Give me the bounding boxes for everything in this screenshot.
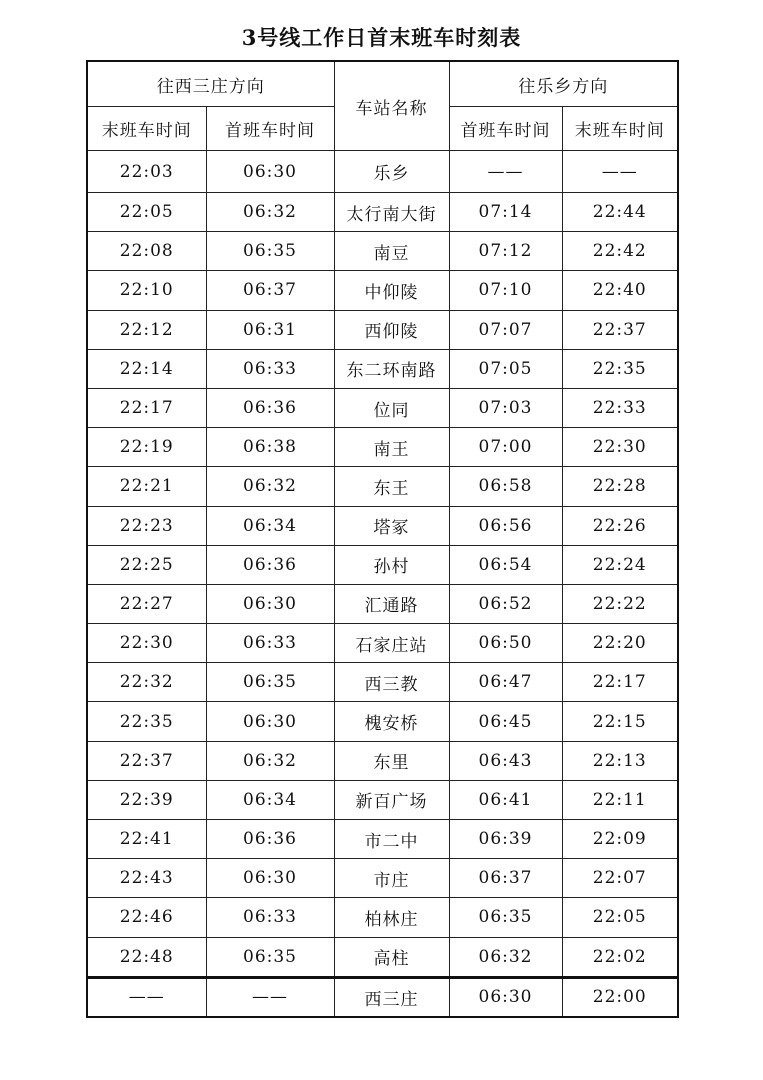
lexiang-last-train-cell: 22:26 — [562, 506, 678, 545]
west-first-train-cell: 06:33 — [206, 898, 334, 937]
west-first-train-cell: —— — [206, 977, 334, 1017]
station-name-cell: 高柱 — [334, 937, 449, 977]
station-name-cell: 乐乡 — [334, 151, 449, 193]
lexiang-last-train-cell: 22:24 — [562, 545, 678, 584]
west-first-train-header: 首班车时间 — [206, 107, 334, 151]
lexiang-last-train-cell: 22:02 — [562, 937, 678, 977]
station-name-cell: 孙村 — [334, 545, 449, 584]
lexiang-last-train-cell: 22:42 — [562, 232, 678, 271]
lexiang-last-train-cell: 22:44 — [562, 193, 678, 232]
lexiang-last-train-cell: 22:07 — [562, 859, 678, 898]
station-name-cell: 中仰陵 — [334, 271, 449, 310]
station-name-cell: 东二环南路 — [334, 349, 449, 388]
lexiang-first-train-cell: 07:14 — [449, 193, 562, 232]
lexiang-first-train-cell: 06:50 — [449, 624, 562, 663]
lexiang-first-train-cell: 06:58 — [449, 467, 562, 506]
west-last-train-cell: 22:32 — [87, 663, 206, 702]
table-row — [87, 741, 678, 780]
station-name-cell: 南豆 — [334, 232, 449, 271]
west-last-train-cell: —— — [87, 977, 206, 1017]
west-first-train-cell: 06:35 — [206, 937, 334, 977]
west-first-train-cell: 06:30 — [206, 584, 334, 623]
lexiang-first-train-cell: 06:45 — [449, 702, 562, 741]
station-name-cell: 市庄 — [334, 859, 449, 898]
timetable — [86, 60, 679, 1018]
west-last-train-cell: 22:12 — [87, 310, 206, 349]
west-last-train-cell: 22:39 — [87, 780, 206, 819]
west-last-train-cell: 22:05 — [87, 193, 206, 232]
station-name-cell: 太行南大街 — [334, 193, 449, 232]
lexiang-first-train-cell: 07:03 — [449, 388, 562, 427]
table-row — [87, 780, 678, 819]
lexiang-last-train-cell: 22:13 — [562, 741, 678, 780]
lexiang-last-train-cell: 22:37 — [562, 310, 678, 349]
lexiang-last-train-cell: 22:11 — [562, 780, 678, 819]
west-first-train-cell: 06:37 — [206, 271, 334, 310]
header-row-directions — [87, 61, 678, 107]
west-last-train-cell: 22:37 — [87, 741, 206, 780]
west-last-train-cell: 22:10 — [87, 271, 206, 310]
lexiang-first-train-cell: 06:47 — [449, 663, 562, 702]
lexiang-last-train-cell: 22:22 — [562, 584, 678, 623]
lexiang-first-train-cell: 07:07 — [449, 310, 562, 349]
lexiang-first-train-cell: 06:39 — [449, 820, 562, 859]
west-first-train-cell: 06:32 — [206, 741, 334, 780]
west-last-train-cell: 22:14 — [87, 349, 206, 388]
lexiang-first-train-cell: 06:54 — [449, 545, 562, 584]
lexiang-last-train-cell: 22:35 — [562, 349, 678, 388]
west-last-train-cell: 22:17 — [87, 388, 206, 427]
west-last-train-cell: 22:19 — [87, 428, 206, 467]
table-row — [87, 193, 678, 232]
station-name-cell: 新百广场 — [334, 780, 449, 819]
lexiang-last-train-header: 末班车时间 — [562, 107, 678, 151]
table-row — [87, 310, 678, 349]
station-name-cell: 西仰陵 — [334, 310, 449, 349]
west-last-train-cell: 22:48 — [87, 937, 206, 977]
west-first-train-cell: 06:33 — [206, 349, 334, 388]
lexiang-first-train-cell: 06:30 — [449, 977, 562, 1017]
lexiang-first-train-header: 首班车时间 — [449, 107, 562, 151]
station-name-cell: 汇通路 — [334, 584, 449, 623]
lexiang-first-train-cell: 06:43 — [449, 741, 562, 780]
lexiang-first-train-cell: 06:35 — [449, 898, 562, 937]
table-row — [87, 545, 678, 584]
west-first-train-cell: 06:30 — [206, 702, 334, 741]
station-name-cell: 石家庄站 — [334, 624, 449, 663]
table-row — [87, 898, 678, 937]
west-last-train-cell: 22:46 — [87, 898, 206, 937]
west-last-train-cell: 22:21 — [87, 467, 206, 506]
lexiang-last-train-cell: 22:17 — [562, 663, 678, 702]
west-first-train-cell: 06:33 — [206, 624, 334, 663]
west-first-train-cell: 06:31 — [206, 310, 334, 349]
west-last-train-header: 末班车时间 — [87, 107, 206, 151]
west-first-train-cell: 06:30 — [206, 859, 334, 898]
station-name-cell: 西三庄 — [334, 977, 449, 1017]
station-name-cell: 东里 — [334, 741, 449, 780]
table-row — [87, 977, 678, 1017]
lexiang-last-train-cell: —— — [562, 151, 678, 193]
station-name-cell: 柏林庄 — [334, 898, 449, 937]
lexiang-last-train-cell: 22:40 — [562, 271, 678, 310]
table-row — [87, 388, 678, 427]
station-name-cell: 槐安桥 — [334, 702, 449, 741]
lexiang-first-train-cell: 07:00 — [449, 428, 562, 467]
table-row — [87, 859, 678, 898]
table-row — [87, 232, 678, 271]
lexiang-last-train-cell: 22:28 — [562, 467, 678, 506]
station-name-header: 车站名称 — [334, 61, 449, 151]
west-last-train-cell: 22:23 — [87, 506, 206, 545]
table-row — [87, 349, 678, 388]
table-row — [87, 937, 678, 977]
direction-west-header: 往西三庄方向 — [87, 61, 334, 107]
west-last-train-cell: 22:03 — [87, 151, 206, 193]
table-row — [87, 584, 678, 623]
station-name-cell: 南王 — [334, 428, 449, 467]
lexiang-first-train-cell: 06:41 — [449, 780, 562, 819]
lexiang-first-train-cell: 07:05 — [449, 349, 562, 388]
table-row — [87, 663, 678, 702]
table-row — [87, 467, 678, 506]
west-first-train-cell: 06:35 — [206, 232, 334, 271]
station-name-cell: 市二中 — [334, 820, 449, 859]
lexiang-first-train-cell: —— — [449, 151, 562, 193]
west-first-train-cell: 06:32 — [206, 467, 334, 506]
lexiang-last-train-cell: 22:09 — [562, 820, 678, 859]
timetable-body — [87, 61, 678, 1017]
west-last-train-cell: 22:08 — [87, 232, 206, 271]
lexiang-first-train-cell: 06:32 — [449, 937, 562, 977]
west-first-train-cell: 06:35 — [206, 663, 334, 702]
west-first-train-cell: 06:36 — [206, 820, 334, 859]
lexiang-first-train-cell: 07:12 — [449, 232, 562, 271]
lexiang-first-train-cell: 06:52 — [449, 584, 562, 623]
lexiang-last-train-cell: 22:05 — [562, 898, 678, 937]
station-name-cell: 塔冢 — [334, 506, 449, 545]
west-last-train-cell: 22:43 — [87, 859, 206, 898]
table-row — [87, 506, 678, 545]
lexiang-first-train-cell: 07:10 — [449, 271, 562, 310]
table-row — [87, 271, 678, 310]
west-first-train-cell: 06:30 — [206, 151, 334, 193]
west-first-train-cell: 06:34 — [206, 506, 334, 545]
table-row — [87, 820, 678, 859]
west-first-train-cell: 06:32 — [206, 193, 334, 232]
west-first-train-cell: 06:34 — [206, 780, 334, 819]
west-last-train-cell: 22:30 — [87, 624, 206, 663]
station-name-cell: 东王 — [334, 467, 449, 506]
direction-lexiang-header: 往乐乡方向 — [449, 61, 678, 107]
west-last-train-cell: 22:27 — [87, 584, 206, 623]
lexiang-last-train-cell: 22:33 — [562, 388, 678, 427]
table-row — [87, 702, 678, 741]
lexiang-first-train-cell: 06:56 — [449, 506, 562, 545]
west-first-train-cell: 06:38 — [206, 428, 334, 467]
lexiang-first-train-cell: 06:37 — [449, 859, 562, 898]
table-row — [87, 151, 678, 193]
table-row — [87, 624, 678, 663]
west-last-train-cell: 22:35 — [87, 702, 206, 741]
lexiang-last-train-cell: 22:20 — [562, 624, 678, 663]
lexiang-last-train-cell: 22:15 — [562, 702, 678, 741]
lexiang-last-train-cell: 22:30 — [562, 428, 678, 467]
page-title: 3号线工作日首末班车时刻表 — [241, 25, 522, 50]
station-name-cell: 西三教 — [334, 663, 449, 702]
west-last-train-cell: 22:41 — [87, 820, 206, 859]
lexiang-last-train-cell: 22:00 — [562, 977, 678, 1017]
west-first-train-cell: 06:36 — [206, 388, 334, 427]
table-row — [87, 428, 678, 467]
west-first-train-cell: 06:36 — [206, 545, 334, 584]
station-name-cell: 位同 — [334, 388, 449, 427]
west-last-train-cell: 22:25 — [87, 545, 206, 584]
